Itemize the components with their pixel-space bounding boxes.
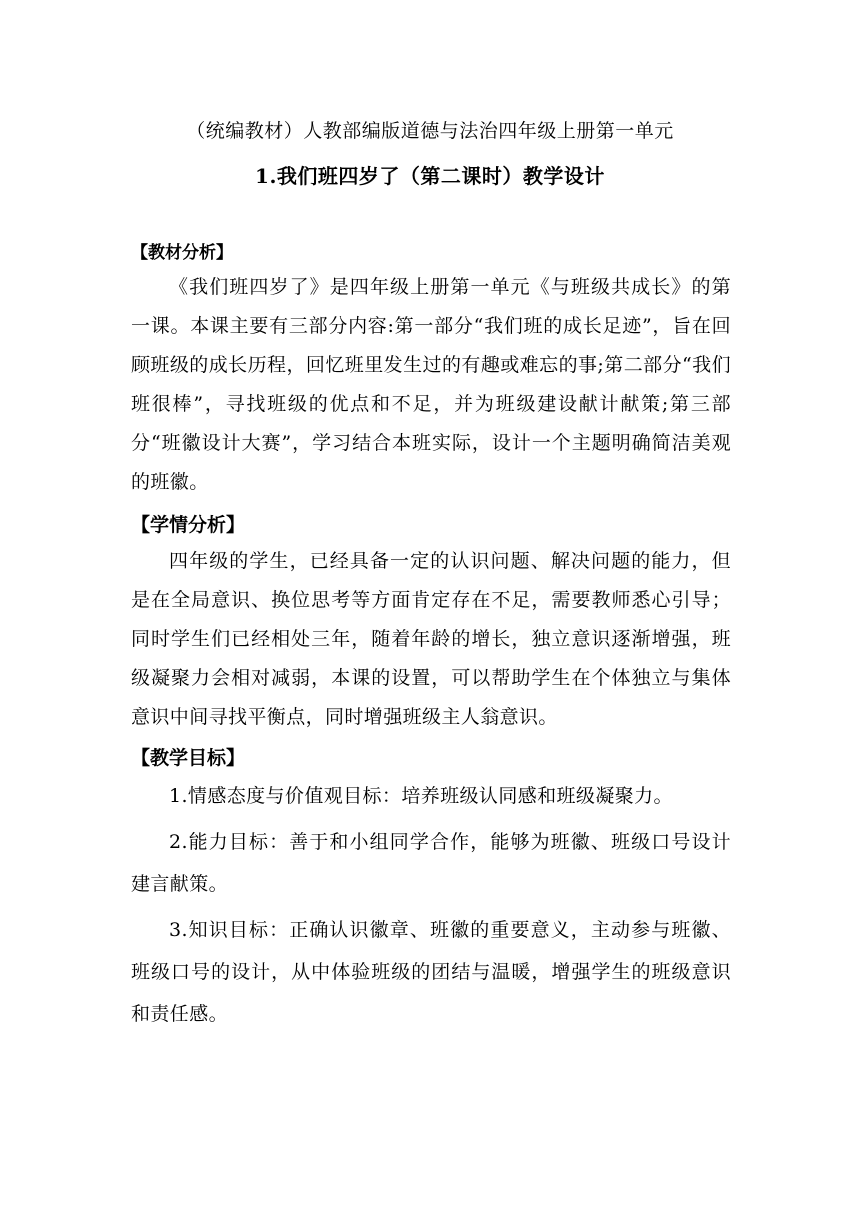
document-body xyxy=(131,238,731,1039)
student-analysis-paragraph: 四年级的学生，已经具备一定的认识问题、解决问题的能力，但是在全局意识、换位思考等方面肯定存在不足，需要教师悉心引导；同时学生们已经相处三年，随着年龄的增长，独立意识逐渐增强，班级凝聚力会相对减弱，本课的设置，可以帮助学生在个体独立与集体意识中间寻找平衡点，同时增强班级主人翁意识。 xyxy=(131,550,731,728)
section-heading-student-analysis: 【学情分析】 xyxy=(131,514,246,536)
document-subtitle: （统编教材）人教部编版道德与法治四年级上册第一单元 xyxy=(186,120,674,142)
teaching-goal-item-2: 2.能力目标：善于和小组同学合作，能够为班徽、班级口号设计建言献策。 xyxy=(131,831,731,895)
teaching-goal-item-1: 1.情感态度与价值观目标：培养班级认同感和班级凝聚力。 xyxy=(169,785,673,807)
section-heading-material-analysis: 【教材分析】 xyxy=(131,243,233,263)
section-heading-teaching-goals: 【教学目标】 xyxy=(131,747,246,769)
document-title: 1.我们班四岁了（第二课时）教学设计 xyxy=(255,164,605,188)
material-analysis-paragraph: 《我们班四岁了》是四年级上册第一单元《与班级共成长》的第一课。本课主要有三部分内容:第一部分“我们班的成长足迹”，旨在回顾班级的成长历程，回忆班里发生过的有趣或难忘的事;第二部分“我们班很棒”，寻找班级的优点和不足，并为班级建设献计献策;第三部分“班徽设计大赛”，学习结合本班实际，设计一个主题明确简洁美观的班徽。 xyxy=(131,276,731,493)
teaching-goal-item-3: 3.知识目标：正确认识徽章、班徽的重要意义，主动参与班徽、班级口号的设计，从中体验班级的团结与温暖，增强学生的班级意识和责任感。 xyxy=(131,919,731,1025)
